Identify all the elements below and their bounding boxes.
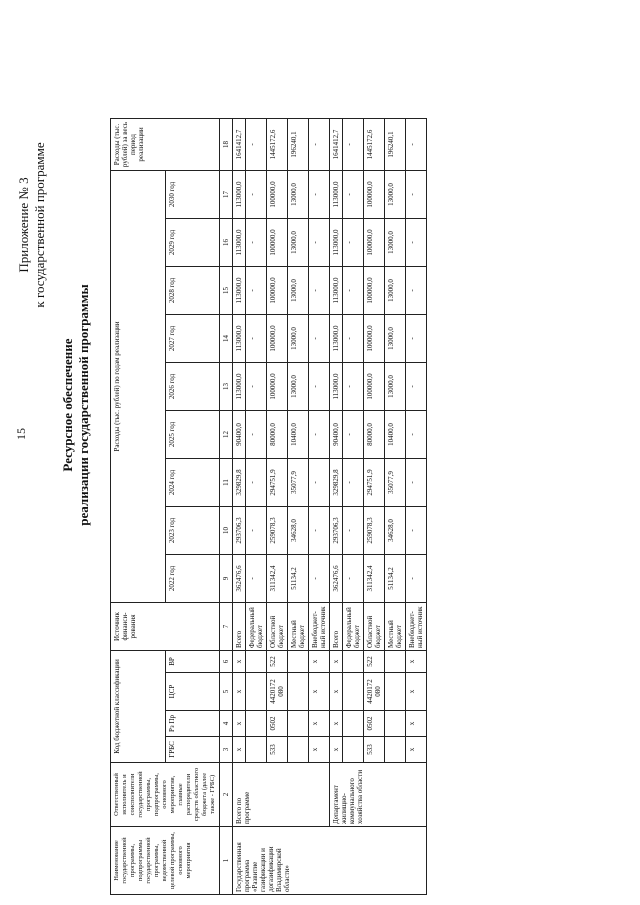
total-value-cell: 1641412,7: [233, 119, 246, 171]
year-value-cell: -: [406, 411, 427, 459]
document-title: [60, 245, 92, 565]
year-value-cell: 35077,9: [288, 459, 309, 507]
header-year: 2024 год: [165, 459, 220, 507]
rzpr-cell: [343, 711, 364, 737]
year-value-cell: 100000,0: [267, 315, 288, 363]
grbs-cell: x: [233, 737, 246, 763]
header-name: Наименование государственной программы, подпрограммы государственной программы, ведомственной целевой программы, основного мероприятия: [111, 827, 220, 895]
year-value-cell: 362476,6: [233, 555, 246, 603]
year-value-cell: -: [246, 315, 267, 363]
source-cell: Внебюджет-ный источник: [309, 603, 330, 651]
year-value-cell: -: [406, 219, 427, 267]
vr-cell: 522: [267, 651, 288, 673]
col-number: 5: [220, 673, 233, 711]
year-value-cell: -: [406, 507, 427, 555]
year-value-cell: 113000,0: [233, 363, 246, 411]
year-value-cell: 13000,0: [385, 171, 406, 219]
col-number: 10: [220, 507, 233, 555]
year-value-cell: -: [246, 267, 267, 315]
rzpr-cell: x: [309, 711, 330, 737]
year-value-cell: 100000,0: [364, 171, 385, 219]
header-year: 2027 год: [165, 315, 220, 363]
year-value-cell: 13000,0: [288, 363, 309, 411]
year-value-cell: -: [406, 459, 427, 507]
csr-cell: [343, 673, 364, 711]
header-year: 2025 год: [165, 411, 220, 459]
executor-name: Департамент жилищно-коммунального хозяйства области: [330, 763, 427, 827]
csr-cell: x: [406, 673, 427, 711]
vr-cell: x: [406, 651, 427, 673]
year-value-cell: 13000,0: [385, 267, 406, 315]
header-grbs: ГРБС: [165, 737, 220, 763]
year-value-cell: 13000,0: [288, 315, 309, 363]
source-cell: Внебюджет-ный источник: [406, 603, 427, 651]
header-rzpr: Рз Пр: [165, 711, 220, 737]
rzpr-cell: 0502: [267, 711, 288, 737]
source-cell: Всего: [330, 603, 343, 651]
year-value-cell: -: [309, 363, 330, 411]
col-number: 6: [220, 651, 233, 673]
vr-cell: 522: [364, 651, 385, 673]
year-value-cell: -: [246, 555, 267, 603]
year-value-cell: -: [343, 219, 364, 267]
grbs-cell: [288, 737, 309, 763]
vr-cell: [246, 651, 267, 673]
program-name: Государственная программа «Развитие газификации и догазификации Владимирской области»: [233, 827, 427, 895]
year-value-cell: -: [309, 267, 330, 315]
year-value-cell: 100000,0: [364, 315, 385, 363]
year-value-cell: 100000,0: [364, 363, 385, 411]
year-value-cell: -: [309, 555, 330, 603]
header-vr: ВР: [165, 651, 220, 673]
year-value-cell: 294751,9: [364, 459, 385, 507]
source-cell: Областной бюджет: [364, 603, 385, 651]
year-value-cell: 51134,2: [288, 555, 309, 603]
rzpr-cell: [246, 711, 267, 737]
grbs-cell: x: [330, 737, 343, 763]
year-value-cell: 362476,6: [330, 555, 343, 603]
total-value-cell: 1445172,6: [267, 119, 288, 171]
grbs-cell: [246, 737, 267, 763]
vr-cell: x: [233, 651, 246, 673]
year-value-cell: -: [309, 219, 330, 267]
header-expenses-by-year: Расходы (тыс. рублей) по годам реализации: [111, 171, 166, 603]
col-number: 9: [220, 555, 233, 603]
year-value-cell: -: [246, 363, 267, 411]
year-value-cell: -: [246, 171, 267, 219]
header-year: 2028 год: [165, 267, 220, 315]
title-line-1: Ресурсное обеспечение: [60, 338, 75, 472]
rzpr-cell: x: [233, 711, 246, 737]
col-number: 3: [220, 737, 233, 763]
year-value-cell: 13000,0: [385, 219, 406, 267]
year-value-cell: 51134,2: [385, 555, 406, 603]
source-cell: Всего: [233, 603, 246, 651]
year-value-cell: 13000,0: [385, 363, 406, 411]
vr-cell: x: [330, 651, 343, 673]
year-value-cell: -: [309, 411, 330, 459]
table-body: [233, 119, 427, 895]
col-number: 7: [220, 603, 233, 651]
year-value-cell: 13000,0: [288, 267, 309, 315]
year-value-cell: 311342,4: [267, 555, 288, 603]
total-value-cell: 196240,1: [288, 119, 309, 171]
table-row: [330, 119, 343, 895]
total-value-cell: -: [406, 119, 427, 171]
csr-cell: x: [233, 673, 246, 711]
col-number: 12: [220, 411, 233, 459]
year-value-cell: -: [246, 219, 267, 267]
column-numbers-row: [220, 119, 233, 895]
col-number: 18: [220, 119, 233, 171]
year-value-cell: 100000,0: [267, 267, 288, 315]
csr-cell: 4420172 080: [364, 673, 385, 711]
appendix-caption: [16, 15, 48, 435]
year-value-cell: 90400,0: [330, 411, 343, 459]
year-value-cell: 13000,0: [385, 315, 406, 363]
year-value-cell: 10400,0: [288, 411, 309, 459]
year-value-cell: 80000,0: [364, 411, 385, 459]
csr-cell: x: [330, 673, 343, 711]
header-csr: ЦСР: [165, 673, 220, 711]
year-value-cell: -: [406, 315, 427, 363]
total-value-cell: 196240,1: [385, 119, 406, 171]
year-value-cell: 13000,0: [288, 219, 309, 267]
year-value-cell: 13000,0: [288, 171, 309, 219]
grbs-cell: [385, 737, 406, 763]
year-value-cell: -: [343, 507, 364, 555]
source-cell: Областной бюджет: [267, 603, 288, 651]
year-value-cell: 35077,9: [385, 459, 406, 507]
header-budget-code: Код бюджетной классификации: [111, 651, 166, 763]
col-number: 11: [220, 459, 233, 507]
page-number: 15: [14, 428, 28, 440]
resource-table: [110, 118, 427, 895]
vr-cell: x: [309, 651, 330, 673]
col-number: 4: [220, 711, 233, 737]
header-source: Источник финанси-рования: [111, 603, 220, 651]
year-value-cell: 100000,0: [364, 267, 385, 315]
table-row: [233, 119, 246, 895]
year-value-cell: -: [343, 459, 364, 507]
rzpr-cell: x: [330, 711, 343, 737]
year-value-cell: 259078,3: [364, 507, 385, 555]
year-value-cell: -: [343, 315, 364, 363]
total-value-cell: -: [309, 119, 330, 171]
year-value-cell: -: [406, 363, 427, 411]
header-year: 2029 год: [165, 219, 220, 267]
year-value-cell: -: [246, 507, 267, 555]
source-cell: Федеральный бюджет: [246, 603, 267, 651]
header-year: 2030 год: [165, 171, 220, 219]
year-value-cell: 34628,0: [288, 507, 309, 555]
year-value-cell: 329829,8: [330, 459, 343, 507]
year-value-cell: -: [343, 363, 364, 411]
header-year: 2022 год: [165, 555, 220, 603]
year-value-cell: -: [343, 171, 364, 219]
col-number: 17: [220, 171, 233, 219]
year-value-cell: 113000,0: [330, 363, 343, 411]
col-number: 2: [220, 763, 233, 827]
year-value-cell: 293706,3: [330, 507, 343, 555]
col-number: 16: [220, 219, 233, 267]
executor-name: Всего по программе: [233, 763, 330, 827]
year-value-cell: 34628,0: [385, 507, 406, 555]
total-value-cell: 1445172,6: [364, 119, 385, 171]
source-cell: Местный бюджет: [288, 603, 309, 651]
year-value-cell: -: [343, 267, 364, 315]
grbs-cell: [343, 737, 364, 763]
col-number: 15: [220, 267, 233, 315]
csr-cell: 4420172 080: [267, 673, 288, 711]
header-year: 2026 год: [165, 363, 220, 411]
year-value-cell: 10400,0: [385, 411, 406, 459]
rzpr-cell: [288, 711, 309, 737]
appendix-line-1: Приложение № 3: [16, 177, 31, 273]
csr-cell: [246, 673, 267, 711]
grbs-cell: 533: [267, 737, 288, 763]
year-value-cell: 113000,0: [330, 219, 343, 267]
year-value-cell: 100000,0: [267, 219, 288, 267]
source-cell: Федеральный бюджет: [343, 603, 364, 651]
year-value-cell: -: [406, 267, 427, 315]
year-value-cell: 311342,4: [364, 555, 385, 603]
year-value-cell: 113000,0: [233, 219, 246, 267]
year-value-cell: 100000,0: [267, 171, 288, 219]
year-value-cell: 100000,0: [267, 363, 288, 411]
header-executor: Ответственный исполнитель и соисполнители государственной программы, подпрограммы, основного мероприятия, главные распорядители средств областного бюджета (далее также - ГРБС): [111, 763, 220, 827]
year-value-cell: -: [246, 459, 267, 507]
header-year: 2023 год: [165, 507, 220, 555]
col-number: 13: [220, 363, 233, 411]
year-value-cell: -: [406, 171, 427, 219]
rzpr-cell: x: [406, 711, 427, 737]
total-value-cell: -: [246, 119, 267, 171]
rzpr-cell: [385, 711, 406, 737]
col-number: 1: [220, 827, 233, 895]
appendix-line-2: к государственной программе: [32, 142, 47, 308]
year-value-cell: 113000,0: [330, 315, 343, 363]
year-value-cell: -: [309, 507, 330, 555]
year-value-cell: 90400,0: [233, 411, 246, 459]
year-value-cell: 100000,0: [364, 219, 385, 267]
year-value-cell: 113000,0: [233, 171, 246, 219]
rzpr-cell: 0502: [364, 711, 385, 737]
year-value-cell: -: [309, 315, 330, 363]
total-value-cell: 1641412,7: [330, 119, 343, 171]
year-value-cell: 259078,3: [267, 507, 288, 555]
grbs-cell: x: [309, 737, 330, 763]
year-value-cell: 293706,3: [233, 507, 246, 555]
year-value-cell: -: [309, 171, 330, 219]
year-value-cell: 113000,0: [330, 267, 343, 315]
year-value-cell: -: [343, 411, 364, 459]
year-value-cell: -: [343, 555, 364, 603]
year-value-cell: 113000,0: [233, 267, 246, 315]
year-value-cell: -: [246, 411, 267, 459]
year-value-cell: 113000,0: [233, 315, 246, 363]
vr-cell: [385, 651, 406, 673]
total-value-cell: -: [343, 119, 364, 171]
year-value-cell: 329829,8: [233, 459, 246, 507]
year-value-cell: 294751,9: [267, 459, 288, 507]
col-number: 14: [220, 315, 233, 363]
grbs-cell: 533: [364, 737, 385, 763]
title-line-2: реализации государственной программы: [76, 284, 91, 526]
year-value-cell: 80000,0: [267, 411, 288, 459]
header-total: Расходы (тыс. рублей) за весь период реализации: [111, 119, 220, 171]
grbs-cell: x: [406, 737, 427, 763]
source-cell: Местный бюджет: [385, 603, 406, 651]
vr-cell: [343, 651, 364, 673]
year-value-cell: -: [309, 459, 330, 507]
year-value-cell: -: [406, 555, 427, 603]
csr-cell: [385, 673, 406, 711]
csr-cell: [288, 673, 309, 711]
vr-cell: [288, 651, 309, 673]
year-value-cell: 113000,0: [330, 171, 343, 219]
csr-cell: x: [309, 673, 330, 711]
